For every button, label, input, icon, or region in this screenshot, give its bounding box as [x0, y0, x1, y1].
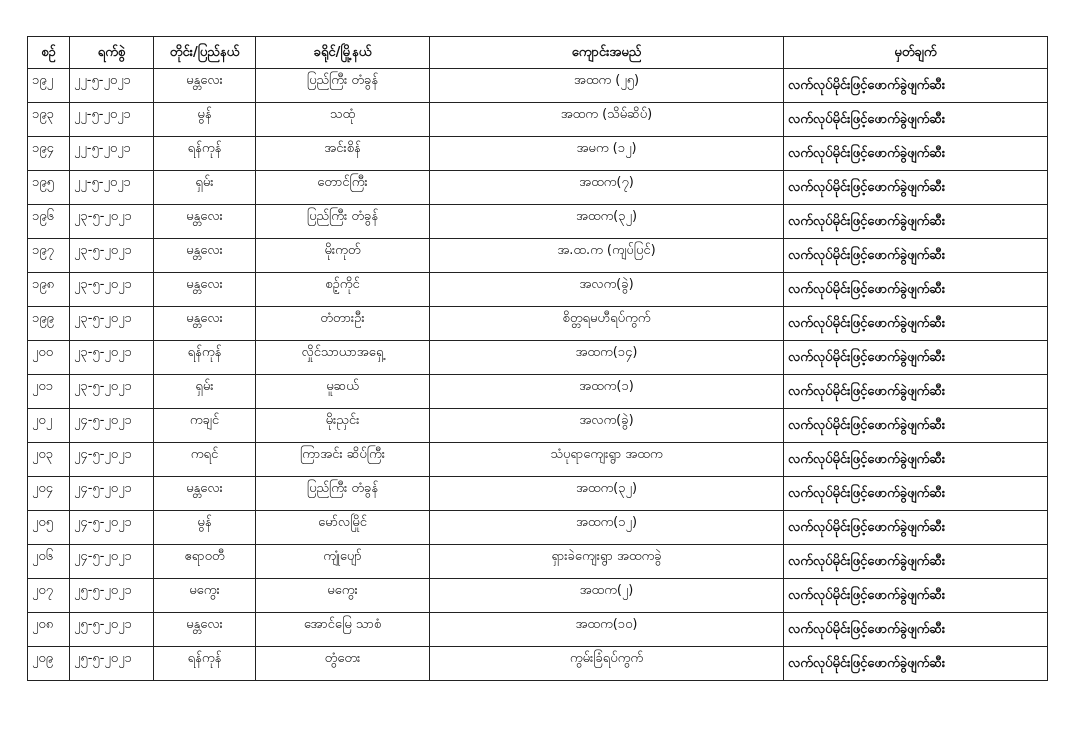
- cell-township: လှိုင်သာယာအရှေ့: [256, 341, 430, 375]
- header-date: ရက်စွဲ: [70, 37, 154, 69]
- cell-remark: လက်လုပ်မိုင်းဖြင့်ဖောက်ခွဲဖျက်ဆီး: [784, 307, 1048, 341]
- cell-serial: ၂၀၇: [28, 579, 70, 613]
- cell-township: ပြည်ကြီး တံခွန်: [256, 205, 430, 239]
- table-row: [28, 205, 1048, 239]
- cell-school-name: အထက (၂၅): [430, 69, 784, 103]
- cell-serial: ၂၀၈: [28, 613, 70, 647]
- cell-serial: ၂၀၀: [28, 341, 70, 375]
- cell-serial: ၁၉၆: [28, 205, 70, 239]
- cell-school-name: အလက(ခွဲ): [430, 273, 784, 307]
- table-row: [28, 69, 1048, 103]
- cell-remark: လက်လုပ်မိုင်းဖြင့်ဖောက်ခွဲဖျက်ဆီး: [784, 375, 1048, 409]
- header-serial: စဥ်: [28, 37, 70, 69]
- cell-township: အောင်မြေ သာစံ: [256, 613, 430, 647]
- cell-township: မိုးညှင်း: [256, 409, 430, 443]
- cell-date: ၂၄-၅-၂၀၂၁: [70, 443, 154, 477]
- cell-remark: လက်လုပ်မိုင်းဖြင့်ဖောက်ခွဲဖျက်ဆီး: [784, 273, 1048, 307]
- cell-school-name: အထက(၃၂): [430, 205, 784, 239]
- cell-school-name: အမက (၁၂): [430, 137, 784, 171]
- cell-region: ဧရာဝတီ: [154, 545, 256, 579]
- cell-region: မန္တလေး: [154, 205, 256, 239]
- header-township: ခရိုင်/မြို့နယ်: [256, 37, 430, 69]
- table-row: [28, 375, 1048, 409]
- cell-serial: ၂၀၉: [28, 647, 70, 681]
- cell-township: အင်းစိန်: [256, 137, 430, 171]
- cell-school-name: အလက(ခွဲ): [430, 409, 784, 443]
- table-row: [28, 307, 1048, 341]
- cell-date: ၂၂-၅-၂၀၂၁: [70, 69, 154, 103]
- table-header-row: [28, 37, 1048, 69]
- cell-remark: လက်လုပ်မိုင်းဖြင့်ဖောက်ခွဲဖျက်ဆီး: [784, 443, 1048, 477]
- cell-remark: လက်လုပ်မိုင်းဖြင့်ဖောက်ခွဲဖျက်ဆီး: [784, 477, 1048, 511]
- cell-date: ၂၅-၅-၂၀၂၁: [70, 579, 154, 613]
- cell-region: ကချင်: [154, 409, 256, 443]
- cell-remark: လက်လုပ်မိုင်းဖြင့်ဖောက်ခွဲဖျက်ဆီး: [784, 69, 1048, 103]
- table-row: [28, 477, 1048, 511]
- cell-serial: ၂၀၃: [28, 443, 70, 477]
- cell-serial: ၂၀၁: [28, 375, 70, 409]
- cell-school-name: အထက(၂): [430, 579, 784, 613]
- table-row: [28, 239, 1048, 273]
- cell-serial: ၁၉၅: [28, 171, 70, 205]
- cell-date: ၂၃-၅-၂၀၂၁: [70, 273, 154, 307]
- cell-school-name: သံပုရာကျေးရွာ အထက: [430, 443, 784, 477]
- cell-remark: လက်လုပ်မိုင်းဖြင့်ဖောက်ခွဲဖျက်ဆီး: [784, 103, 1048, 137]
- cell-school-name: ရှားခဲကျေးရွာ အထကခွဲ: [430, 545, 784, 579]
- cell-date: ၂၃-၅-၂၀၂၁: [70, 307, 154, 341]
- cell-remark: လက်လုပ်မိုင်းဖြင့်ဖောက်ခွဲဖျက်ဆီး: [784, 511, 1048, 545]
- cell-region: မွန်: [154, 103, 256, 137]
- table-row: [28, 409, 1048, 443]
- cell-serial: ၁၉၃: [28, 103, 70, 137]
- cell-region: ရန်ကုန်: [154, 137, 256, 171]
- table-row: [28, 613, 1048, 647]
- cell-serial: ၁၉၂: [28, 69, 70, 103]
- cell-school-name: အထက (သိမ်ဆိပ်): [430, 103, 784, 137]
- cell-school-name: အ.ထ.က (ကျပ်ပြင်): [430, 239, 784, 273]
- cell-region: မန္တလေး: [154, 307, 256, 341]
- table-row: [28, 341, 1048, 375]
- cell-serial: ၁၉၇: [28, 239, 70, 273]
- cell-school-name: အထက(၁၂): [430, 511, 784, 545]
- cell-township: မိုးကုတ်: [256, 239, 430, 273]
- cell-remark: လက်လုပ်မိုင်းဖြင့်ဖောက်ခွဲဖျက်ဆီး: [784, 171, 1048, 205]
- table-row: [28, 103, 1048, 137]
- cell-date: ၂၅-၅-၂၀၂၁: [70, 613, 154, 647]
- cell-school-name: ကွမ်းခြံရပ်ကွက်: [430, 647, 784, 681]
- cell-date: ၂၄-၅-၂၀၂၁: [70, 477, 154, 511]
- cell-region: မန္တလေး: [154, 477, 256, 511]
- cell-date: ၂၄-၅-၂၀၂၁: [70, 511, 154, 545]
- cell-date: ၂၅-၅-၂၀၂၁: [70, 647, 154, 681]
- table-row: [28, 511, 1048, 545]
- cell-remark: လက်လုပ်မိုင်းဖြင့်ဖောက်ခွဲဖျက်ဆီး: [784, 239, 1048, 273]
- cell-school-name: စိတ္တရမဟီရပ်ကွက်: [430, 307, 784, 341]
- table-row: [28, 545, 1048, 579]
- cell-serial: ၂၀၆: [28, 545, 70, 579]
- cell-township: ပြည်ကြီး တံခွန်: [256, 69, 430, 103]
- cell-township: ကြာအင်း ဆိပ်ကြီး: [256, 443, 430, 477]
- cell-remark: လက်လုပ်မိုင်းဖြင့်ဖောက်ခွဲဖျက်ဆီး: [784, 647, 1048, 681]
- table-row: [28, 579, 1048, 613]
- table-row: [28, 443, 1048, 477]
- cell-remark: လက်လုပ်မိုင်းဖြင့်ဖောက်ခွဲဖျက်ဆီး: [784, 137, 1048, 171]
- cell-serial: ၁၉၄: [28, 137, 70, 171]
- table-body: [28, 69, 1048, 681]
- cell-region: ရန်ကုန်: [154, 341, 256, 375]
- cell-township: တံတားဦး: [256, 307, 430, 341]
- cell-township: မော်လမြိုင်: [256, 511, 430, 545]
- cell-serial: ၂၀၄: [28, 477, 70, 511]
- cell-date: ၂၂-၅-၂၀၂၁: [70, 171, 154, 205]
- cell-date: ၂၃-၅-၂၀၂၁: [70, 341, 154, 375]
- cell-township: တောင်ကြီး: [256, 171, 430, 205]
- cell-township: မကွေး: [256, 579, 430, 613]
- cell-remark: လက်လုပ်မိုင်းဖြင့်ဖောက်ခွဲဖျက်ဆီး: [784, 579, 1048, 613]
- cell-remark: လက်လုပ်မိုင်းဖြင့်ဖောက်ခွဲဖျက်ဆီး: [784, 613, 1048, 647]
- cell-township: ပြည်ကြီး တံခွန်: [256, 477, 430, 511]
- cell-serial: ၁၉၈: [28, 273, 70, 307]
- cell-township: သထုံ: [256, 103, 430, 137]
- cell-date: ၂၄-၅-၂၀၂၁: [70, 545, 154, 579]
- cell-serial: ၂၀၂: [28, 409, 70, 443]
- cell-township: တွံတေး: [256, 647, 430, 681]
- cell-region: ရှမ်း: [154, 171, 256, 205]
- cell-school-name: အထက(၃၂): [430, 477, 784, 511]
- cell-date: ၂၃-၅-၂၀၂၁: [70, 239, 154, 273]
- cell-region: ကရင်: [154, 443, 256, 477]
- cell-region: မန္တလေး: [154, 69, 256, 103]
- cell-date: ၂၄-၅-၂၀၂၁: [70, 409, 154, 443]
- cell-remark: လက်လုပ်မိုင်းဖြင့်ဖောက်ခွဲဖျက်ဆီး: [784, 341, 1048, 375]
- cell-school-name: အထက(၁၀): [430, 613, 784, 647]
- cell-township: စဉ့်ကိုင်: [256, 273, 430, 307]
- table-row: [28, 137, 1048, 171]
- table-row: [28, 171, 1048, 205]
- cell-township: မူဆယ်: [256, 375, 430, 409]
- cell-region: မွန်: [154, 511, 256, 545]
- header-remark: မှတ်ချက်: [784, 37, 1048, 69]
- cell-region: ရှမ်း: [154, 375, 256, 409]
- cell-region: ရန်ကုန်: [154, 647, 256, 681]
- cell-region: မန္တလေး: [154, 613, 256, 647]
- cell-date: ၂၃-၅-၂၀၂၁: [70, 375, 154, 409]
- cell-school-name: အထက(၁၄): [430, 341, 784, 375]
- cell-remark: လက်လုပ်မိုင်းဖြင့်ဖောက်ခွဲဖျက်ဆီး: [784, 205, 1048, 239]
- cell-remark: လက်လုပ်မိုင်းဖြင့်ဖောက်ခွဲဖျက်ဆီး: [784, 545, 1048, 579]
- cell-school-name: အထက(၇): [430, 171, 784, 205]
- header-region: တိုင်း/ပြည်နယ်: [154, 37, 256, 69]
- table-row: [28, 647, 1048, 681]
- header-school-name: ကျောင်းအမည်: [430, 37, 784, 69]
- cell-region: မန္တလေး: [154, 273, 256, 307]
- cell-township: ကျုံပျော်: [256, 545, 430, 579]
- cell-serial: ၂၀၅: [28, 511, 70, 545]
- table-row: [28, 273, 1048, 307]
- cell-date: ၂၂-၅-၂၀၂၁: [70, 137, 154, 171]
- cell-region: မကွေး: [154, 579, 256, 613]
- cell-remark: လက်လုပ်မိုင်းဖြင့်ဖောက်ခွဲဖျက်ဆီး: [784, 409, 1048, 443]
- cell-serial: ၁၉၉: [28, 307, 70, 341]
- cell-date: ၂၃-၅-၂၀၂၁: [70, 205, 154, 239]
- incident-table: [27, 36, 1048, 681]
- cell-region: မန္တလေး: [154, 239, 256, 273]
- cell-school-name: အထက(၁): [430, 375, 784, 409]
- cell-date: ၂၂-၅-၂၀၂၁: [70, 103, 154, 137]
